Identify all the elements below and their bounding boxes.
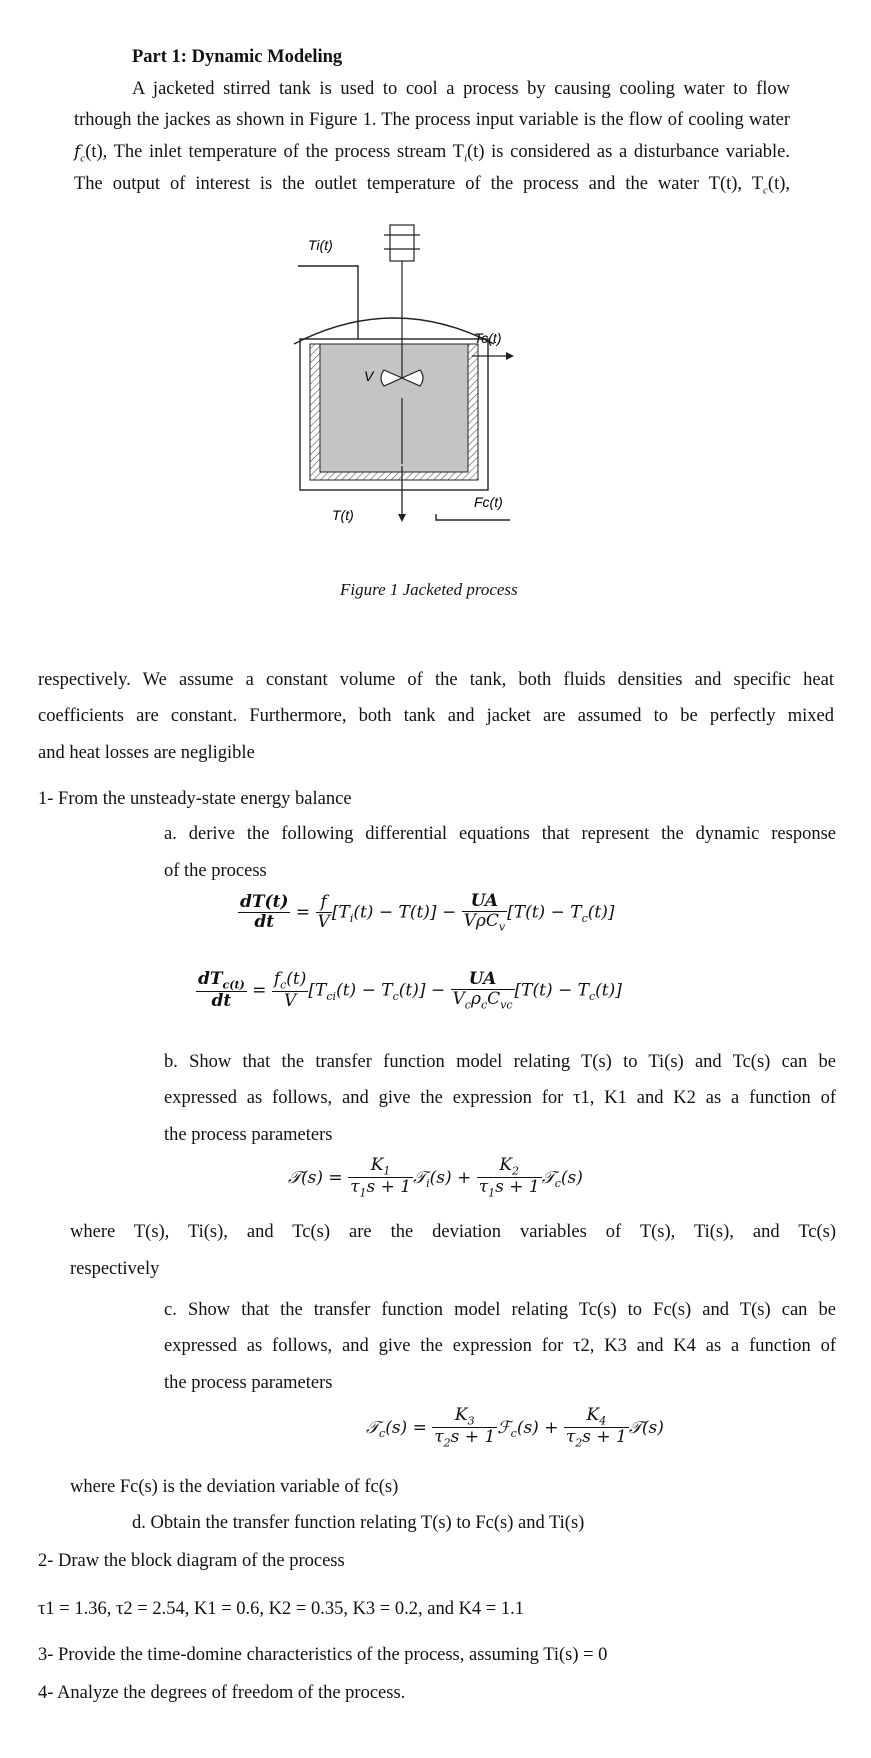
where-1-line-1: where T(s), Ti(s), and Tc(s) are the deviation variables of T(s), Ti(s), and Tc(s) [70, 1222, 836, 1242]
equation-3: 𝒯(s) = $\frac{K_1}{\tau_1s + 1}$ 𝒯$_i$(s) + $\frac{K_2}{\tau_1s + 1}$ 𝒯$_c$(s) [288, 1155, 583, 1200]
parameters: τ1 = 1.36, τ2 = 2.54, K1 = 0.6, K2 = 0.35, K3 = 0.2, and K4 = 1.1 [38, 1599, 524, 1619]
tank-fluid [320, 344, 468, 472]
question-1: 1- From the unsteady-state energy balance [38, 789, 352, 809]
jacketed-process-figure [290, 220, 580, 540]
question-1c-line-2: expressed as follows, and give the expression for τ2, K3 and K4 as a function of [164, 1336, 836, 1356]
question-1d: d. Obtain the transfer function relating T(s) to Fc(s) and Ti(s) [132, 1513, 585, 1533]
ti-label: Ti(t) [308, 237, 333, 253]
continuation-line-2: coefficients are constant. Furthermore, both tank and jacket are assumed to be perfectly mixed [38, 706, 834, 726]
equation-1: $\frac{dT(t)}{dt}$ = $\frac{f}{V}$ $[T_i(t) - T(t)]$ − $\frac{UA}{V\rho C_v}$ $[T(t) - T_c(t)]$ [240, 891, 615, 934]
motor-box [390, 225, 414, 261]
where-2: where Fc(s) is the deviation variable of fc(s) [70, 1477, 399, 1497]
equation-2: $\frac{dT_{c(t)}}{dt}$ = $\frac{f_c(t)}{V}$ $[T_{ci}(t) - T_c(t)]$ − $\frac{UA}{V_c\rho_cC_{vc}}$ $[T(t) - T_c(t)]$ [198, 969, 622, 1012]
where-1-line-2: respectively [70, 1259, 160, 1279]
question-4: 4- Analyze the degrees of freedom of the process. [38, 1683, 406, 1703]
part-title: Part 1: Dynamic Modeling [132, 47, 343, 67]
fc-label: Fc(t) [474, 494, 503, 510]
figure-caption: Figure 1 Jacketed process [340, 580, 518, 599]
question-1b-line-2: expressed as follows, and give the expression for τ1, K1 and K2 as a function of [164, 1088, 836, 1108]
volume-label: V [364, 368, 374, 384]
continuation-line-3: and heat losses are negligible [38, 743, 255, 763]
question-1b-line-1: b. Show that the transfer function model relating T(s) to Ti(s) and Tc(s) can be [164, 1052, 836, 1072]
question-3: 3- Provide the time-domine characteristics of the process, assuming Ti(s) = 0 [38, 1645, 608, 1665]
intro-line-1: A jacketed stirred tank is used to cool a process by causing cooling water to flow [132, 79, 790, 99]
continuation-line-1: respectively. We assume a constant volume of the tank, both fluids densities and specific heat [38, 670, 834, 690]
question-2: 2- Draw the block diagram of the process [38, 1551, 345, 1571]
question-1c-line-1: c. Show that the transfer function model relating Tc(s) to Fc(s) and T(s) can be [164, 1300, 836, 1320]
equation-4: 𝒯$_c$(s) = $\frac{K_3}{\tau_2s + 1}$ ℱ$_c$(s) + $\frac{K_4}{\tau_2s + 1}$ 𝒯(s) [366, 1405, 664, 1450]
coolant-inlet [436, 514, 510, 520]
question-1a-line-1: a. derive the following differential equations that represent the dynamic response [164, 824, 836, 844]
t-label: T(t) [332, 507, 354, 523]
question-1c-line-3: the process parameters [164, 1373, 333, 1393]
tc-label: Tc(t) [474, 330, 502, 346]
intro-line-3: $f_c(t)$, The inlet temperature of the process stream $T_i(t)$ is considered as a disturbance variable. [74, 142, 790, 165]
intro-line-4: The output of interest is the outlet temperature of the process and the water T(t), $T_c(t)$, [74, 174, 790, 197]
intro-line-2: trhough the jackes as shown in Figure 1. The process input variable is the flow of cooling water [74, 110, 790, 130]
question-1b-line-3: the process parameters [164, 1125, 333, 1145]
question-1a-line-2: of the process [164, 861, 267, 881]
